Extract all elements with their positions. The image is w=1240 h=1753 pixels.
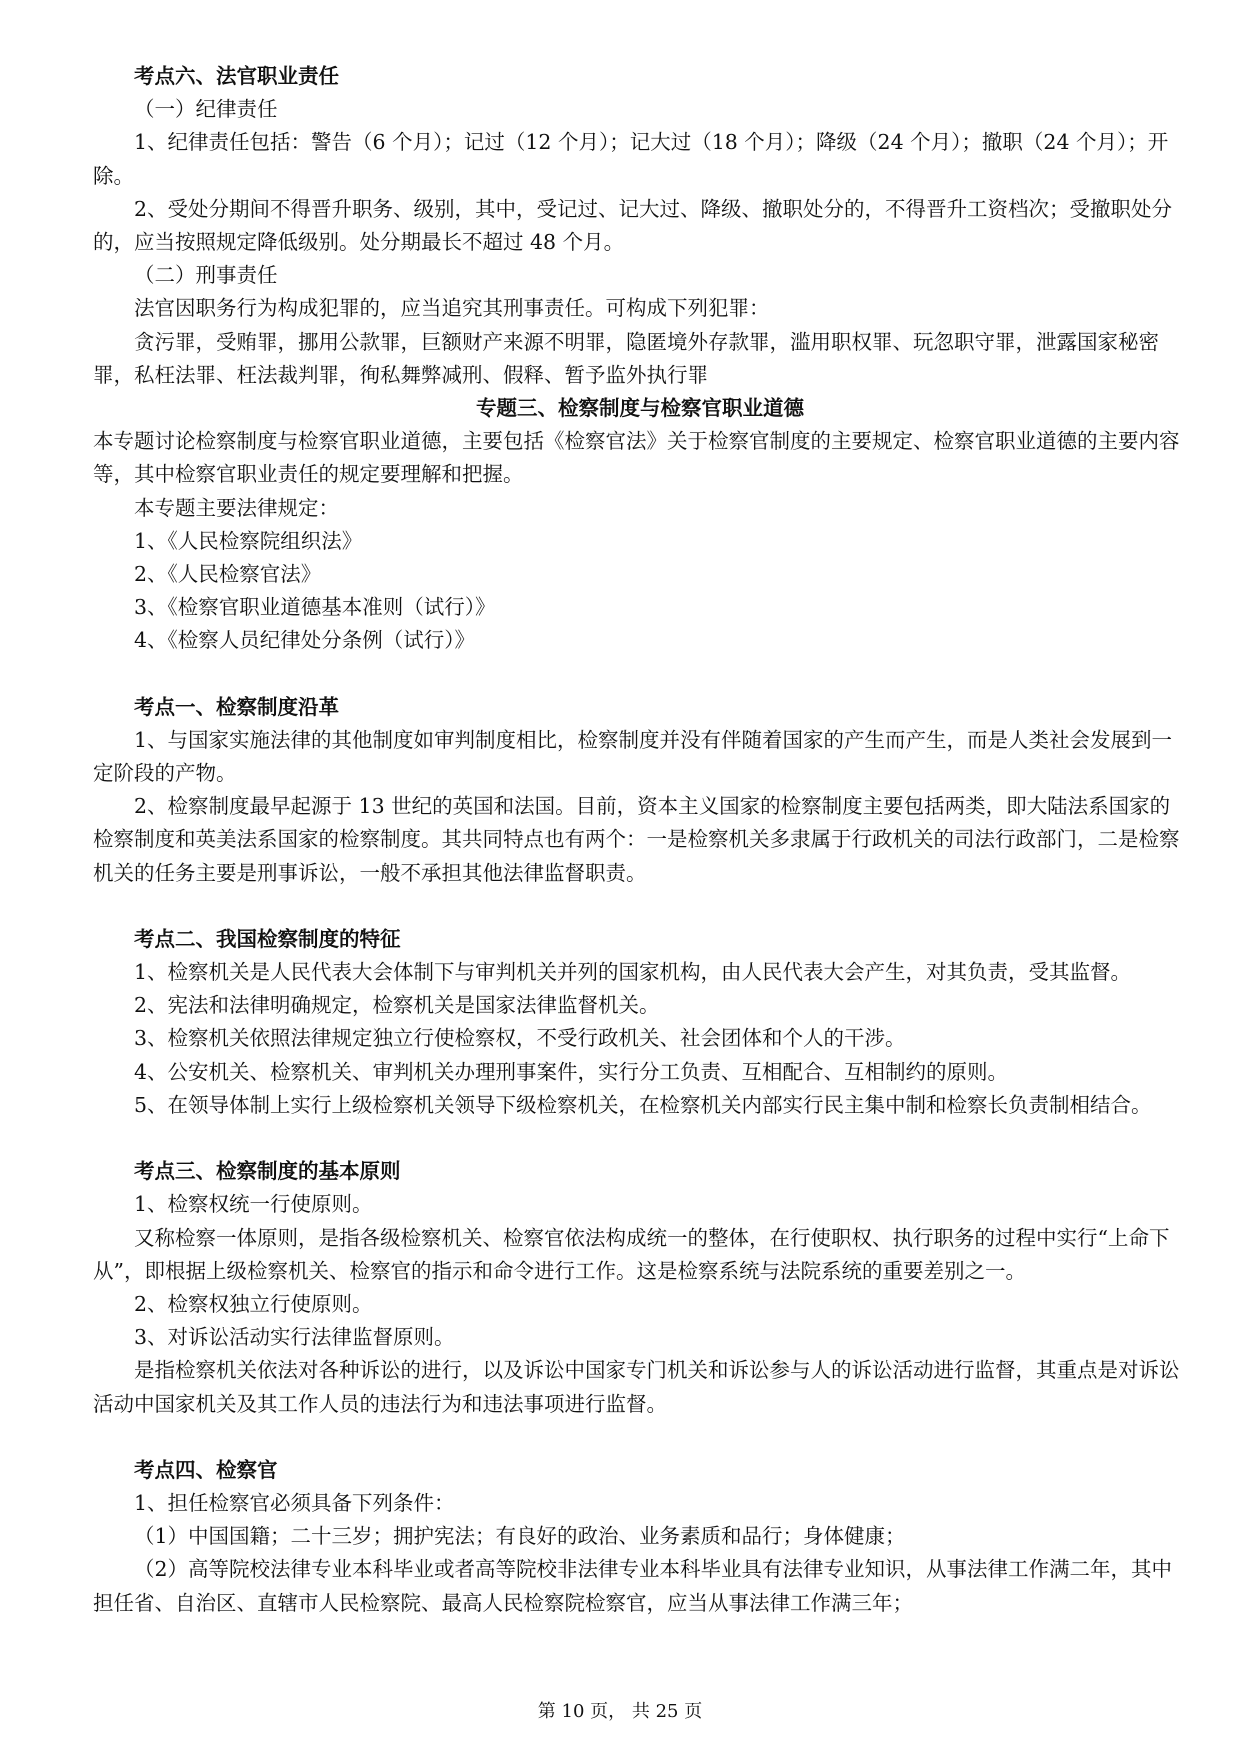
paragraph: 本专题讨论检察制度与检察官职业道德，主要包括《检察官法》关于检察官制度的主要规定、检察官职业道德的主要内容等，其中检察官职业责任的规定要理解和把握。 <box>93 429 1180 487</box>
paragraph: 法官因职务行为构成犯罪的，应当追究其刑事责任。可构成下列犯罪： <box>134 296 770 321</box>
law-item: 2、《人民检察官法》 <box>134 562 322 587</box>
section-heading: 考点三、检察制度的基本原则 <box>134 1159 401 1184</box>
law-item: 3、《检察官职业道德基本准则（试行）》 <box>134 595 496 620</box>
paragraph: 1、纪律责任包括：警告（6 个月）；记过（12 个月）；记大过（18 个月）；降级（24 个月）；撤职（24 个月）；开除。 <box>93 130 1169 188</box>
law-item: 4、《检察人员纪律处分条例（试行）》 <box>134 628 476 653</box>
paragraph: 2、受处分期间不得晋升职务、级别，其中，受记过、记大过、降级、撤职处分的，不得晋升工资档次；受撤职处分的，应当按照规定降低级别。处分期最长不超过 48 个月。 <box>93 196 1173 255</box>
list-item: 5、在领导体制上实行上级检察机关领导下级检察机关，在检察机关内部实行民主集中制和检察长负责制相结合。 <box>134 1092 1152 1117</box>
page-number: 第 10 页， 共 25 页 <box>537 1701 703 1722</box>
topic-title: 专题三、检察制度与检察官职业道德 <box>476 396 804 421</box>
paragraph: 贪污罪，受贿罪，挪用公款罪，巨额财产来源不明罪，隐匿境外存款罪，滥用职权罪、玩忽职守罪，泄露国家秘密罪，私枉法罪、枉法裁判罪，徇私舞弊减刑、假释、暂予监外执行罪 <box>93 329 1159 387</box>
section-heading: 考点六、法官职业责任 <box>134 64 339 88</box>
document-page <box>93 60 1187 1620</box>
laws-heading: 本专题主要法律规定： <box>134 495 339 520</box>
subheading: （二）刑事责任 <box>134 263 278 288</box>
spacer <box>93 890 1187 923</box>
paragraph: 2、检察制度最早起源于 13 世纪的英国和法国。目前，资本主义国家的检察制度主要包括两类，即大陆法系国家的检察制度和英美法系国家的检察制度。其共同特点也有两个：一是检察机关多隶属于行政机关的司法行政部门，二是检察机关的任务主要是刑事诉讼，一般不承担其他法律监督职责。 <box>93 794 1180 885</box>
paragraph: 1、担任检察官必须具备下列条件： <box>134 1490 455 1515</box>
spacer <box>93 1122 1187 1155</box>
list-item: 4、公安机关、检察机关、审判机关办理刑事案件，实行分工负责、互相配合、互相制约的原则。 <box>134 1059 1009 1084</box>
paragraph: 是指检察机关依法对各种诉讼的进行，以及诉讼中国家专门机关和诉讼参与人的诉讼活动进行监督，其重点是对诉讼活动中国家机关及其工作人员的违法行为和违法事项进行监督。 <box>93 1358 1180 1416</box>
section-heading: 考点二、我国检察制度的特征 <box>134 926 401 951</box>
list-item: 1、检察机关是人民代表大会体制下与审判机关并列的国家机构，由人民代表大会产生，对其负责，受其监督。 <box>134 960 1132 985</box>
law-item: 1、《人民检察院组织法》 <box>134 528 363 553</box>
spacer <box>93 1421 1187 1454</box>
paragraph: 又称检察一体原则，是指各级检察机关、检察官依法构成统一的整体，在行使职权、执行职务的过程中实行“上命下从”，即根据上级检察机关、检察官的指示和命令进行工作。这是检察系统与法院系统的重要差别之一。 <box>93 1225 1170 1283</box>
spacer <box>93 658 1187 691</box>
paragraph: 1、检察权统一行使原则。 <box>134 1192 373 1217</box>
paragraph: （2）高等院校法律专业本科毕业或者高等院校非法律专业本科毕业具有法律专业知识，从事法律工作满二年，其中担任省、自治区、直辖市人民检察院、最高人民检察院检察官，应当从事法律工作满三年； <box>93 1557 1173 1615</box>
subheading: （一）纪律责任 <box>134 97 278 122</box>
paragraph: （1）中国国籍；二十三岁；拥护宪法；有良好的政治、业务素质和品行；身体健康； <box>134 1524 906 1549</box>
paragraph: 2、检察权独立行使原则。 <box>134 1291 373 1316</box>
list-item: 2、宪法和法律明确规定，检察机关是国家法律监督机关。 <box>134 993 660 1018</box>
section-heading: 考点四、检察官 <box>134 1457 278 1482</box>
paragraph: 3、对诉讼活动实行法律监督原则。 <box>134 1325 455 1350</box>
list-item: 3、检察机关依照法律规定独立行使检察权，不受行政机关、社会团体和个人的干涉。 <box>134 1026 906 1051</box>
paragraph: 1、与国家实施法律的其他制度如审判制度相比，检察制度并没有伴随着国家的产生而产生，而是人类社会发展到一定阶段的产物。 <box>93 727 1173 786</box>
section-heading: 考点一、检察制度沿革 <box>134 694 339 719</box>
